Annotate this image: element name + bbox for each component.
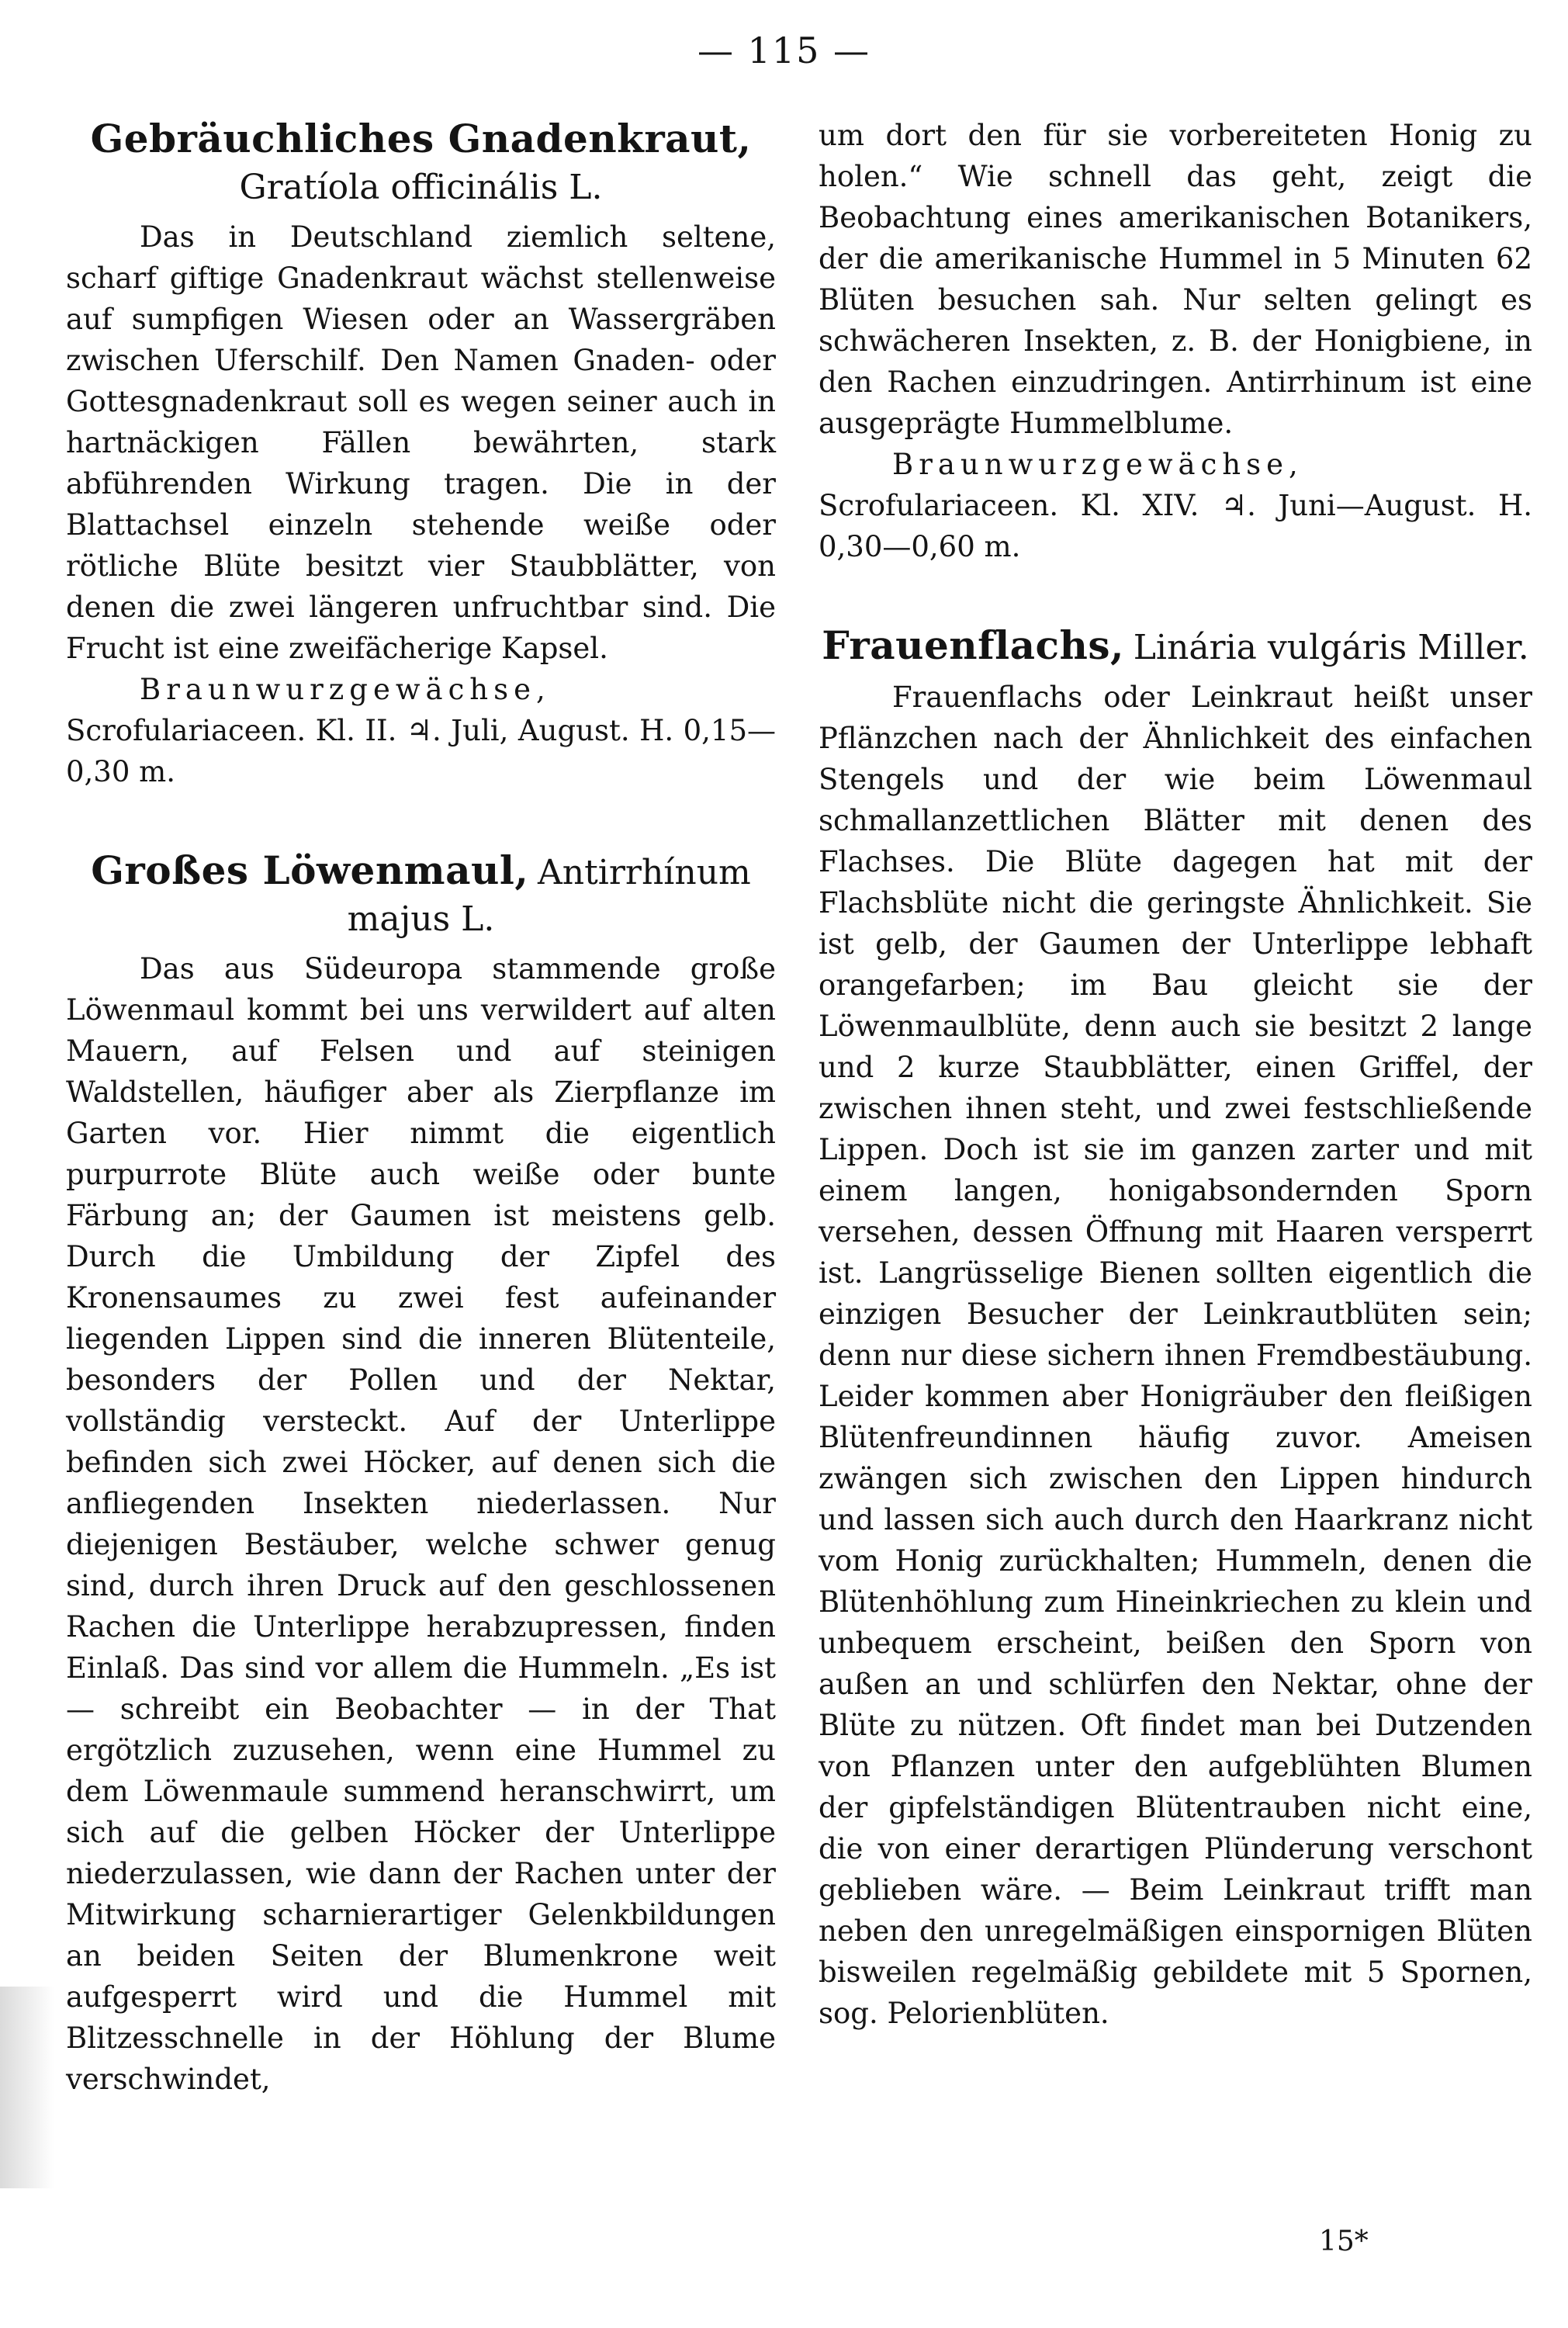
entry-description: Das aus Südeuropa stammende große Löwenmaul kommt bei uns verwildert auf alten Mauern, auf Felsen und auf steinigen Waldstellen, häufiger aber als Zierpflanze im Garten vor. Hier nimmt die eigentlich purpurrote Blüte auch weiße oder bunte Färbung an; der Gaumen ist meistens gelb. Durch die Umbildung der Zipfel des Kronensaumes zu zwei fest aufeinander liegenden Lippen sind die inneren Blütenteile, besonders der Pollen und der Nektar, vollständig versteckt. Auf der Unterlippe befinden sich zwei Höcker, auf denen sich die anfliegenden Insekten niederlassen. Nur diejenigen Bestäuber, welche schwer genug sind, durch ihren Druck auf den geschlossenen Rachen die Unterlippe herabzupressen, finden Einlaß. Das sind vor allem die Hummeln. „Es ist — schreibt ein Beobachter — in der That ergötzlich zuzusehen, wenn eine Hummel zu dem Löwenmaule summend heranschwirrt, um sich auf die gelben Höcker der Unterlippe niederzulassen, wie dann der Rachen unter der Mitwirkung scharnierartiger Gelenkbildungen an beiden Seiten der Blumenkrone weit aufgesperrt wird und die Hummel mit Blitzesschnelle in der Höhlung der Blume verschwindet, bbox=[66, 952, 776, 2096]
family-line bbox=[819, 444, 1532, 567]
section-gap bbox=[819, 567, 1532, 623]
right-column bbox=[819, 115, 1532, 2034]
left-column bbox=[66, 116, 776, 2100]
entry-title-frauenflachs bbox=[819, 623, 1532, 672]
entry-name-latin: Antirrhínum majus L. bbox=[347, 853, 751, 939]
entry-description: Frauenflachs oder Leinkraut heißt unser Pflänzchen nach der Ähnlichkeit des einfachen Stengels und der wie beim Löwenmaul schmallanzettlichen Blätter mit denen des Flachses. Die Blüte dagegen hat mit der Flachsblüte nicht die geringste Ähnlichkeit. Sie ist gelb, der Gaumen der Unterlippe lebhaft orangefarben; im Bau gleicht sie der Löwenmaulblüte, denn auch sie besitzt 2 lange und 2 kurze Staubblätter, einen Griffel, der zwischen ihnen steht, und zwei festschließende Lippen. Doch ist sie im ganzen zarter und mit einem langen, honigabsondernden Sporn versehen, dessen Öffnung mit Haaren versperrt ist. Langrüsselige Bienen sollten eigentlich die einzigen Besucher der Leinkrautblüten sein; denn nur diese sichern ihnen Fremdbestäubung. Leider kommen aber Honigräuber den fleißigen Blütenfreundinnen häufig zuvor. Ameisen zwängen sich zwischen den Lippen hindurch und lassen sich auch durch den Haarkranz nicht vom Honig zurückhalten; Hummeln, denen die Blütenhöhlung zum Hineinkriechen zu klein und unbequem erscheint, beißen den Sporn von außen an und schlürfen den Nektar, ohne der Blüte zu nützen. Oft findet man bei Dutzenden von Pflanzen unter den aufgeblühten Blumen der gipfelständigen Blütentrauben nicht eine, die von einer derartigen Plünderung verschont geblieben wäre. — Beim Leinkraut trifft man neben den unregelmäßigen einspornigen Blüten bisweilen regelmäßig gebildete mit 5 Spornen, sog. Pelorienblüten. bbox=[819, 681, 1532, 2030]
family-line bbox=[66, 669, 776, 792]
family-name-german: Braunwurzgewächse, bbox=[140, 673, 551, 706]
printer-signature: 15* bbox=[1319, 2226, 1369, 2257]
page-number: — 115 — bbox=[697, 29, 871, 71]
entry-description-continued: um dort den für sie vorbereiteten Honig zu holen.“ Wie schnell das geht, zeigt die Beobachtung eines amerikanischen Botanikers, der die amerikanische Hummel in 5 Minuten 62 Blüten besuchen sah. Nur selten gelingt es schwächeren Insekten, z. B. der Honigbiene, in den Rachen einzudringen. Antirrhinum ist eine ausgeprägte Hummelblume. bbox=[819, 119, 1532, 440]
entry-name-latin: Gratíola officinális L. bbox=[239, 168, 603, 207]
entry-name-german: Großes Löwenmaul, bbox=[91, 847, 529, 893]
entry-name-german: Frauenflachs, bbox=[822, 622, 1124, 668]
scan-shadow bbox=[0, 1987, 54, 2188]
family-details: Scrofulariaceen. Kl. XIV. ♃. Juni—August. H. 0,30—0,60 m. bbox=[819, 489, 1532, 563]
entry-name-latin: Linária vulgáris Miller. bbox=[1133, 628, 1529, 667]
family-details: Scrofulariaceen. Kl. II. ♃. Juli, August. H. 0,15—0,30 m. bbox=[66, 714, 776, 788]
entry-title-loewenmaul bbox=[66, 848, 776, 944]
family-name-german: Braunwurzgewächse, bbox=[892, 448, 1303, 481]
entry-name-german: Gebräuchliches Gnadenkraut, bbox=[90, 116, 752, 161]
entry-description: Das in Deutschland ziemlich seltene, scharf giftige Gnadenkraut wächst stellenweise auf sumpfigen Wiesen oder an Wassergräben zwischen Uferschilf. Den Namen Gnaden- oder Gottesgnadenkraut soll es wegen seiner auch in hartnäckigen Fällen bewährten, stark abführenden Wirkung tragen. Die in der Blattachsel einzeln stehende weiße oder rötliche Blüte besitzt vier Staubblätter, von denen die zwei längeren unfruchtbar sind. Die Frucht ist eine zweifächerige Kapsel. bbox=[66, 220, 776, 665]
entry-title-gnadenkraut bbox=[66, 116, 776, 212]
section-gap bbox=[66, 792, 776, 848]
